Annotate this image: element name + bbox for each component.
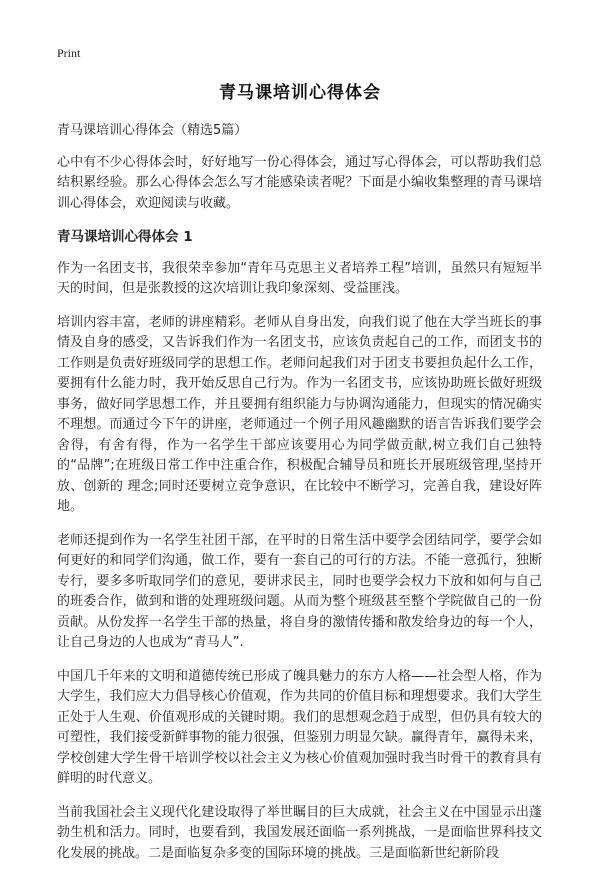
article-subtitle: 青马课培训心得体会（精选5篇）	[57, 123, 248, 138]
body-paragraph-1: 作为一名团支书，我很荣幸参加“青年马克思主义者培养工程”培训，虽然只有短短半天的时间，但是张教授的这次培训让我印象深刻、受益匪浅。	[57, 260, 542, 296]
body-paragraph-3: 老师还提到作为一名学生社团干部，在平时的日常生活中要学会团结同学，要学会如何更好的和同学们沟通，做工作，要有一套自己的可行的方法。不能一意孤行，独断专行，要多多听取同学们的意见，要讲求民主，同时也要学会权力下放和如何与自己的班委合作，做到和谐的处理班级问题。从而为整个班级甚至整个学院做自己的一份贡献。从份发挥一名学生干部的热量，将自身的激情传播和散发给身边的每一个人，让自己身边的人也成为“青马人”.	[57, 532, 542, 650]
body-paragraph-4: 中国几千年来的文明和道德传统已形成了魄具魅力的东方人格——社会型人格，作为大学生，我们应大力倡导核心价值观，作为共同的价值目标和理想要求。我们大学生正处于人生观、价值观形成的关键时期。我们的思想观念趋于成型，但仍具有较大的可塑性，我们接受新鲜事物的能力很强，但鉴别力明显欠缺。赢得青年，赢得未来，学校创建大学生骨干培训学校以社会主义为核心价值观加强时我当时骨干的教育具有鲜明的时代意义。	[57, 668, 542, 786]
body-paragraph-5: 当前我国社会主义现代化建设取得了举世瞩目的巨大成就，社会主义在中国显示出蓬勃生机和活力。同时，也要看到，我国发展还面临一系列挑战，一是面临世界科技文化发展的挑战。二是面临复杂多变的国际环境的挑战。三是面临新世纪新阶段	[57, 804, 542, 861]
intro-paragraph: 心中有不少心得体会时，好好地写一份心得体会，通过写心得体会，可以帮助我们总结积累经验。那么心得体会怎么写才能感染读者呢？下面是小编收集整理的青马课培训心得体会，欢迎阅读与收藏。	[57, 154, 542, 211]
page-title: 青马课培训心得体会	[219, 83, 381, 103]
body-paragraph-2: 培训内容丰富，老师的讲座精彩。老师从自身出发，向我们说了他在大学当班长的事情及自身的感受，又告诉我们作为一名团支书，应该负责起自己的工作，而团支书的工作则是负责好班级同学的思想工作。老师问起我们对于团支书要担负起什么工作，要拥有什么能力时，我开始反思自己行为。作为一名团支书，应该协助班长做好班级事务，做好同学思想工作，并且要拥有组织能力与协调沟通能力，但现实的情况确实不理想。而通过今下午的讲座，老师通过一个例子用风趣幽默的语言告诉我们要学会舍得，有舍有得，作为一名学生干部应该要用心为同学做贡献,树立我们自己独特的“品牌”;在班级日常工作中注重合作，积极配合辅导员和班长开展班级管理,坚持开放、创新的 理念;同时还要树立竞争意识，在比较中不断学习，完善自我，建设好阵地。	[57, 314, 542, 514]
section-heading: 青马课培训心得体会 1	[57, 229, 193, 245]
article-body	[57, 121, 542, 877]
print-link[interactable]: Print	[57, 46, 81, 60]
